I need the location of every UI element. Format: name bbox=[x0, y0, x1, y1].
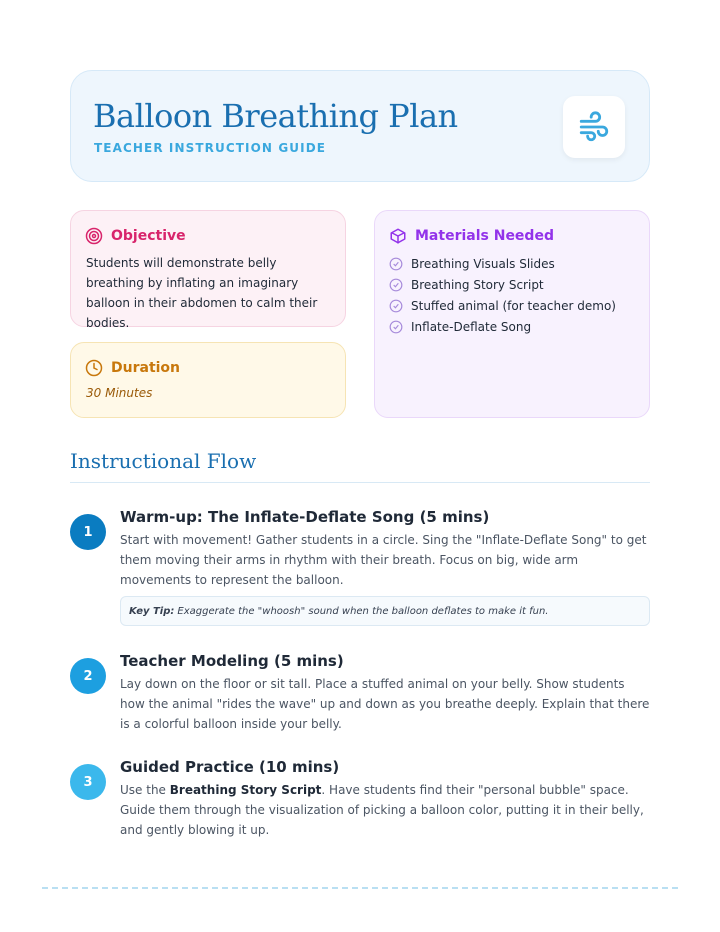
list-item bbox=[389, 295, 616, 316]
tip-text: Exaggerate the "whoosh" sound when the balloon deflates to make it fun. bbox=[177, 605, 549, 617]
material-item-label: Breathing Visuals Slides bbox=[411, 256, 555, 271]
objective-text: Students will demonstrate belly breathing by inflating an imaginary balloon in their abdomen to calm their bodies. bbox=[86, 256, 318, 330]
step-body: Start with movement! Gather students in a circle. Sing the "Inflate-Deflate Song" to get them moving their arms in rhythm with their breath. Focus on big, wide arm movements to represent the balloon. bbox=[120, 533, 647, 587]
duration-card bbox=[70, 342, 346, 418]
step-number: 1 bbox=[70, 514, 106, 550]
step-body-text: . Have students find their "personal bubble" space. Guide them through the visualization of picking a balloon color, putting it in their belly, and gently blowing it up. bbox=[120, 783, 644, 837]
check-circle-icon bbox=[389, 299, 403, 313]
section-divider bbox=[70, 482, 650, 483]
check-circle-icon bbox=[389, 257, 403, 271]
step-body-text: Use the bbox=[120, 783, 170, 797]
check-circle-icon bbox=[389, 278, 403, 292]
footer-divider bbox=[42, 887, 678, 889]
list-item bbox=[389, 274, 616, 295]
step-title: Guided Practice (10 mins) bbox=[120, 758, 340, 776]
list-item bbox=[389, 253, 616, 274]
material-item-label: Stuffed animal (for teacher demo) bbox=[411, 298, 616, 313]
key-tip bbox=[120, 596, 650, 626]
target-icon bbox=[85, 227, 103, 245]
materials-label: Materials Needed bbox=[415, 228, 554, 244]
box-icon bbox=[389, 227, 407, 245]
header-card bbox=[70, 70, 650, 182]
wind-icon bbox=[577, 110, 611, 144]
tip-label: Key Tip: bbox=[129, 605, 175, 617]
objective-header bbox=[85, 227, 186, 245]
clock-icon bbox=[85, 359, 103, 377]
objective-card bbox=[70, 210, 346, 330]
duration-label: Duration bbox=[111, 360, 181, 376]
list-item bbox=[389, 316, 616, 337]
wind-icon-box bbox=[563, 96, 625, 158]
materials-card bbox=[374, 210, 650, 418]
material-item-label: Inflate-Deflate Song bbox=[411, 319, 532, 334]
materials-header bbox=[389, 227, 554, 245]
step-title: Teacher Modeling (5 mins) bbox=[120, 652, 344, 670]
section-title: Instructional Flow bbox=[70, 449, 257, 473]
step-number: 3 bbox=[70, 764, 106, 800]
duration-text: 30 Minutes bbox=[86, 386, 153, 400]
step-number: 2 bbox=[70, 658, 106, 694]
step-title: Warm-up: The Inflate-Deflate Song (5 mins) bbox=[120, 508, 490, 526]
page-subtitle: TEACHER INSTRUCTION GUIDE bbox=[94, 141, 327, 155]
duration-header bbox=[85, 359, 180, 377]
materials-list bbox=[389, 253, 616, 337]
check-circle-icon bbox=[389, 320, 403, 334]
script-name: Breathing Story Script bbox=[169, 783, 322, 797]
page-title: Balloon Breathing Plan bbox=[93, 97, 458, 135]
objective-label: Objective bbox=[111, 228, 186, 244]
material-item-label: Breathing Story Script bbox=[411, 277, 544, 292]
step-body: Lay down on the floor or sit tall. Place a stuffed animal on your belly. Show students how the animal "rides the wave" up and down as you breathe deeply. Explain that there is a colorful balloon inside your belly. bbox=[120, 677, 650, 731]
step-body bbox=[120, 780, 652, 840]
